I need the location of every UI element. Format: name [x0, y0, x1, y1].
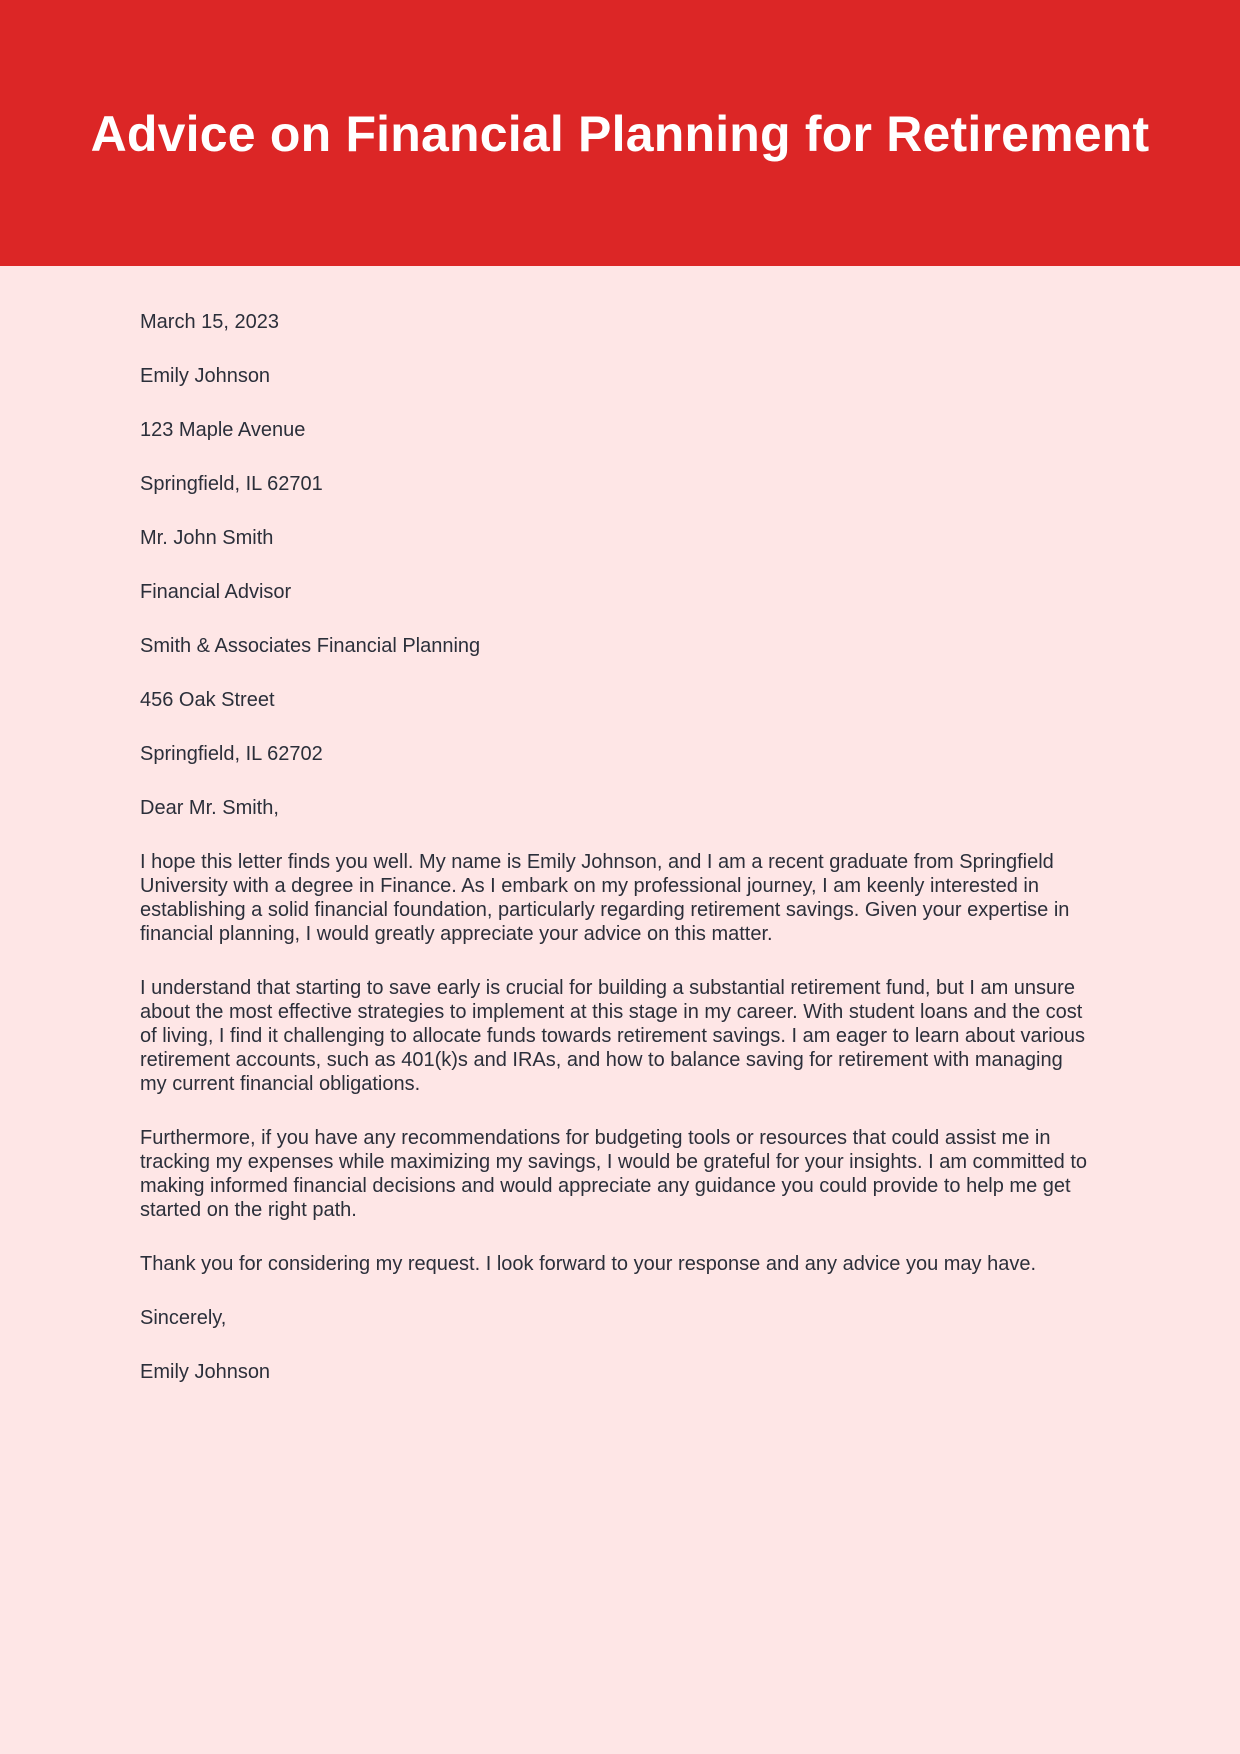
sender-name: Emily Johnson [140, 365, 271, 387]
recipient-title: Financial Advisor [140, 581, 292, 603]
sender-city: Springfield, IL 62701 [140, 473, 323, 495]
letter-body [0, 266, 1240, 1384]
recipient-city: Springfield, IL 62702 [140, 743, 323, 765]
letter-date: March 15, 2023 [140, 311, 279, 333]
recipient-street: 456 Oak Street [140, 689, 275, 711]
salutation: Dear Mr. Smith, [140, 797, 279, 819]
closing: Sincerely, [140, 1307, 227, 1329]
body-paragraph: Furthermore, if you have any recommendations for budgeting tools or resources that could assist me in tracking my expenses while maximizing my savings, I would be grateful for your insights. I am committed to making informed financial decisions and would appreciate any guidance you could provide to help me get started on the right path. [140, 1127, 1088, 1221]
body-paragraph: I understand that starting to save early is crucial for building a substantial retirement fund, but I am unsure about the most effective strategies to implement at this stage in my career. With student loans and the cost of living, I find it challenging to allocate funds towards retirement savings. I am eager to learn about various retirement accounts, such as 401(k)s and IRAs, and how to balance saving for retirement with managing my current financial obligations. [140, 977, 1085, 1095]
signature: Emily Johnson [140, 1361, 271, 1383]
recipient-name: Mr. John Smith [140, 527, 274, 549]
body-paragraph: I hope this letter finds you well. My name is Emily Johnson, and I am a recent graduate from Springfield University with a degree in Finance. As I embark on my professional journey, I am keenly interested in establishing a solid financial foundation, particularly regarding retirement savings. Given your expertise in financial planning, I would greatly appreciate your advice on this matter. [140, 851, 1070, 945]
body-paragraph: Thank you for considering my request. I look forward to your response and any advice you may have. [140, 1253, 1037, 1275]
recipient-company: Smith & Associates Financial Planning [140, 635, 481, 657]
letter-header [0, 0, 1240, 266]
sender-street: 123 Maple Avenue [140, 419, 306, 441]
page-title: Advice on Financial Planning for Retirement [90, 106, 1150, 162]
